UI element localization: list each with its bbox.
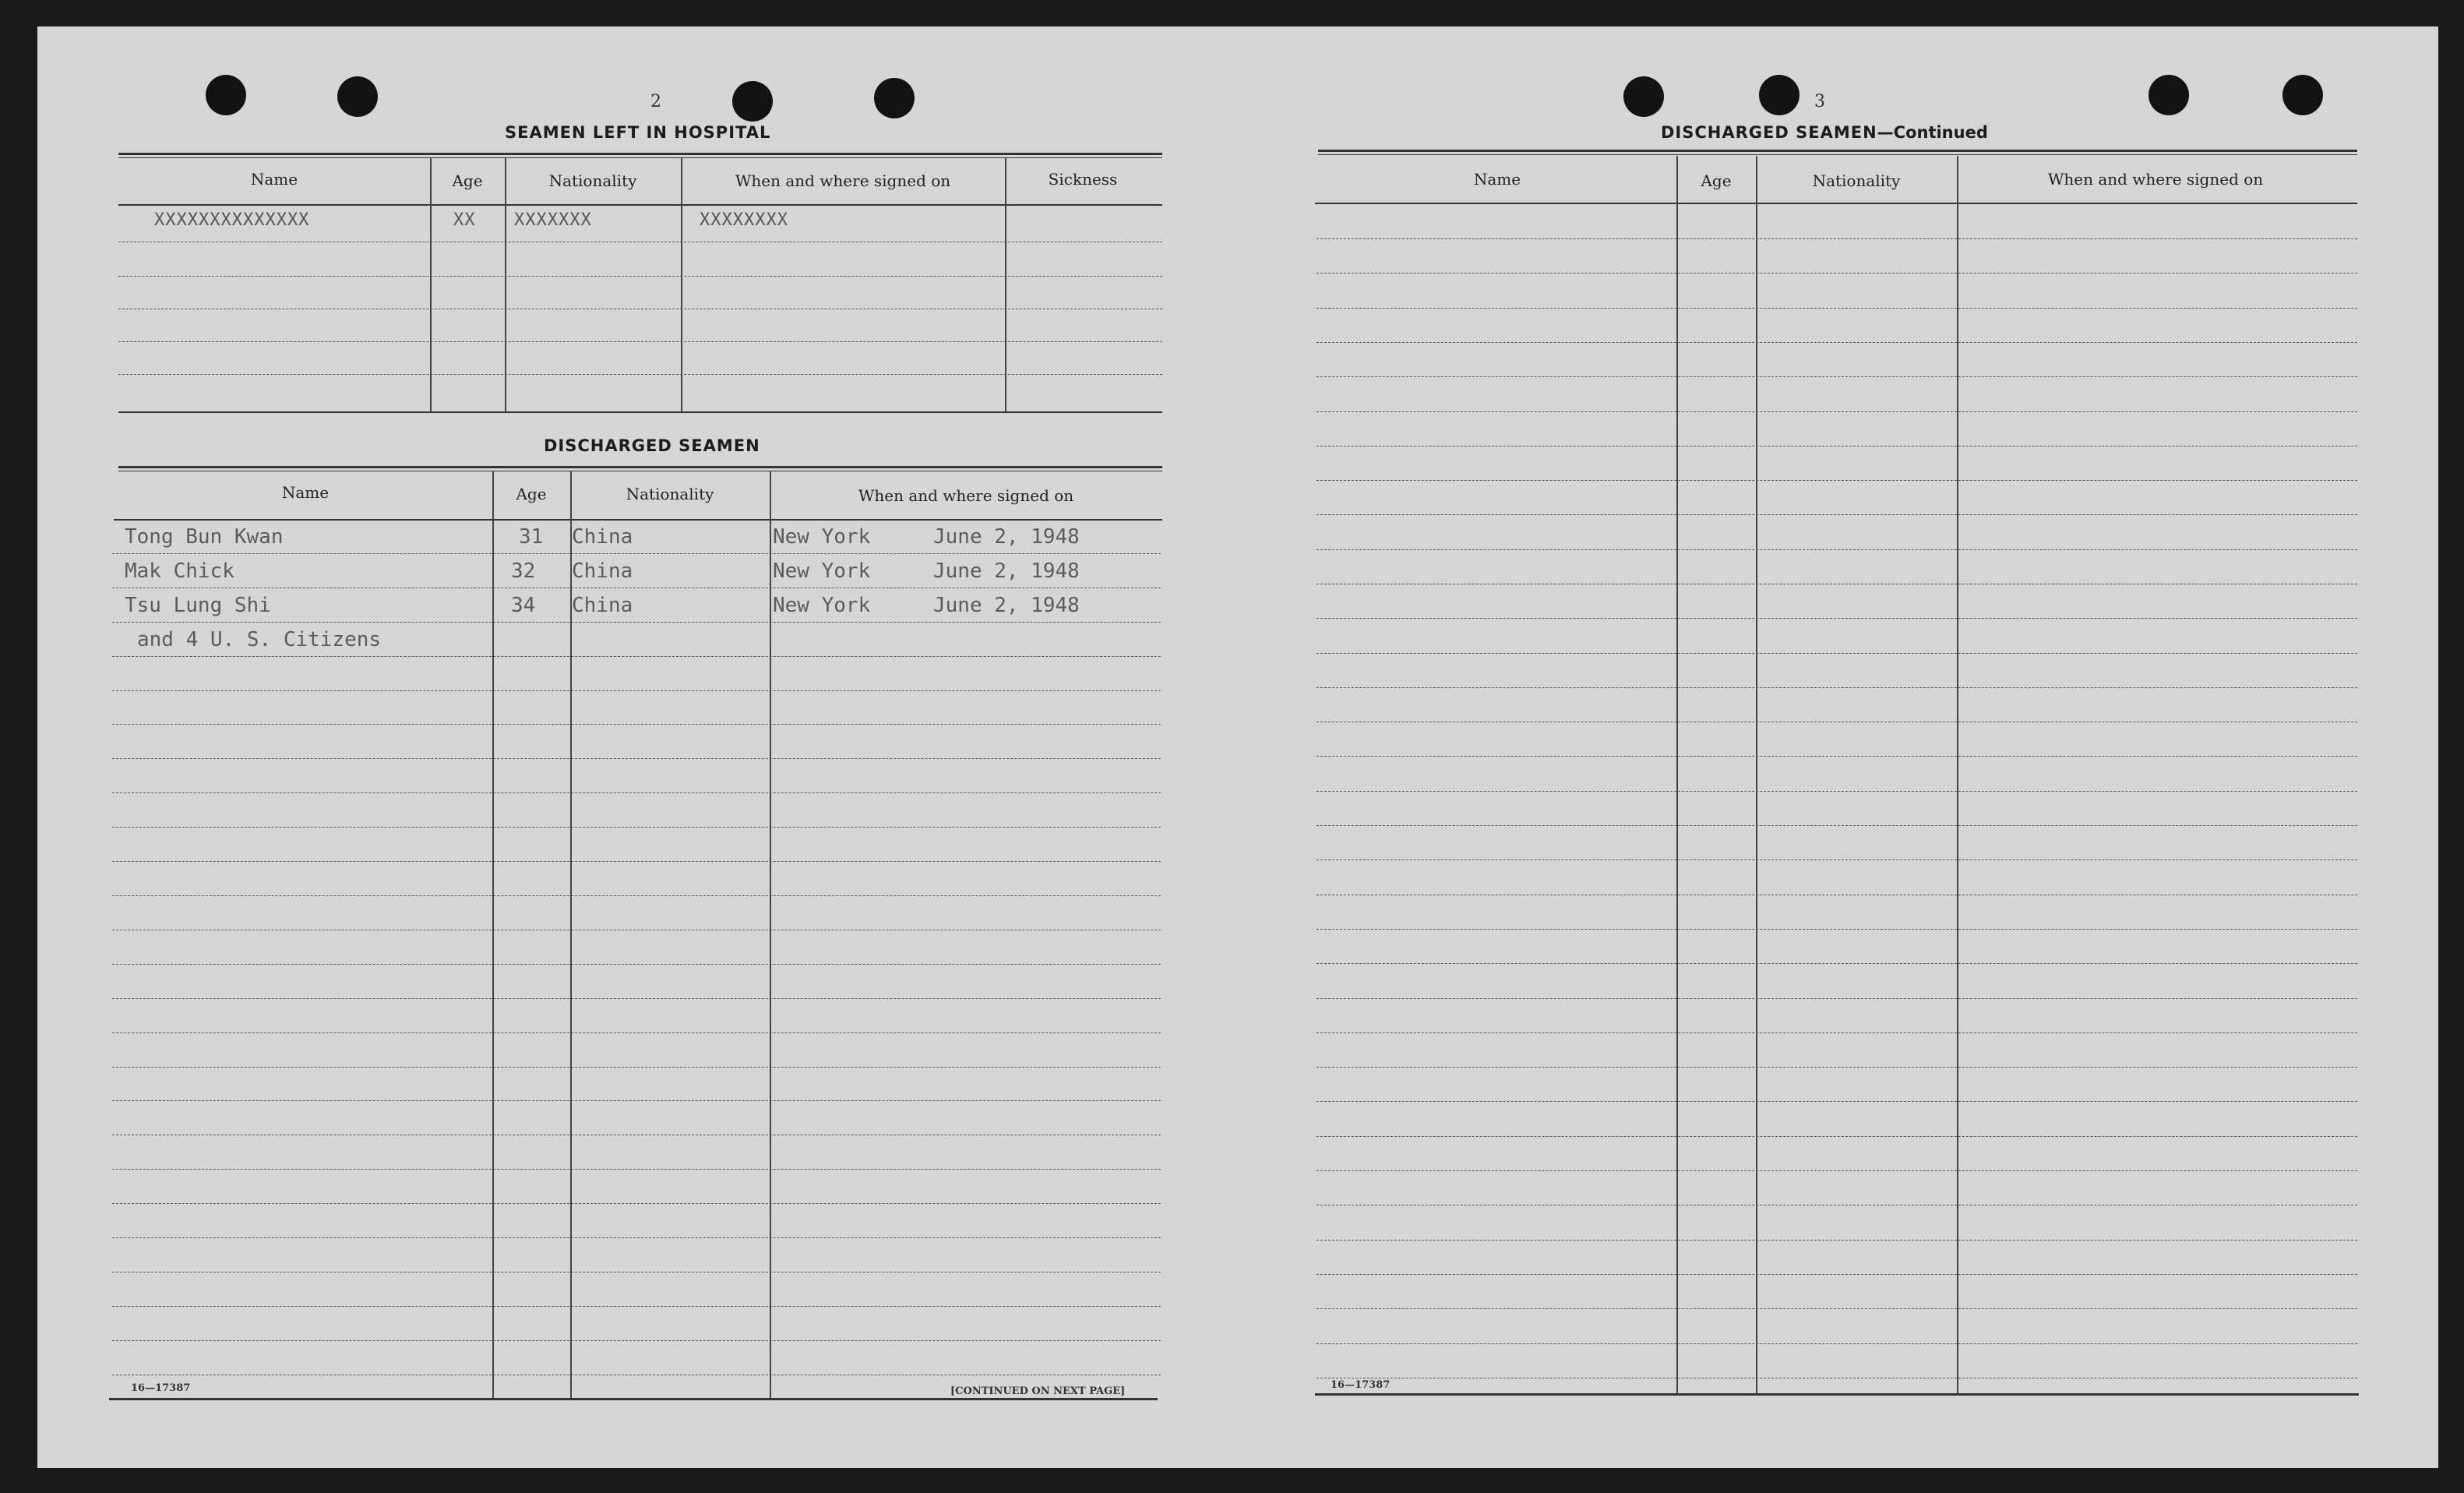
ledger-row-line — [112, 758, 1161, 759]
right-top-rule — [1318, 150, 2357, 155]
ledger-row-line — [112, 553, 1161, 554]
ledger-row-line — [1317, 1136, 2357, 1137]
seaman-age-3: 34 — [511, 594, 536, 617]
hospital-header-age: Age — [452, 171, 483, 190]
punch-hole — [1623, 76, 1664, 117]
hospital-header-signed-on: When and where signed on — [735, 171, 951, 190]
ledger-row-line — [1317, 480, 2357, 481]
right-header-signed-on: When and where signed on — [2047, 170, 2264, 189]
ledger-row-line — [1317, 1032, 2357, 1033]
ledger-row-line — [112, 964, 1161, 965]
right-header-rule — [1315, 203, 2357, 204]
hospital-struck-nationality: XXXXXXX — [514, 210, 592, 230]
ledger-row-line — [112, 1169, 1161, 1170]
discharged-header-nationality: Nationality — [626, 485, 714, 503]
ledger-row-line — [112, 690, 1161, 691]
seaman-age-2: 32 — [511, 559, 536, 583]
ledger-row-line — [1317, 963, 2357, 964]
page-number-right: 3 — [1814, 92, 1825, 111]
ledger-row-line — [112, 827, 1161, 828]
ledger-row-line — [1317, 1067, 2357, 1068]
ledger-row-line — [1317, 859, 2357, 860]
ledger-row-line — [1317, 376, 2357, 377]
seaman-age-1: 31 — [519, 525, 544, 549]
ledger-row-line — [1317, 238, 2357, 239]
seaman-name-3: Tsu Lung Shi — [125, 594, 271, 617]
ledger-row-line — [1317, 791, 2357, 792]
hospital-header-sickness: Sickness — [1048, 170, 1118, 189]
seaman-nationality-2: China — [572, 559, 633, 583]
punch-hole — [337, 76, 378, 117]
ledger-row-line — [112, 656, 1161, 657]
hospital-row-line — [118, 374, 1162, 375]
hospital-header-name: Name — [250, 170, 298, 189]
citizens-note: and 4 U. S. Citizens — [137, 628, 382, 651]
form-number-right: 16—17387 — [1331, 1379, 1391, 1391]
ledger-row-line — [1317, 342, 2357, 343]
seaman-place-1: New York — [773, 525, 871, 549]
discharged-header-age: Age — [516, 485, 547, 503]
ledger-row-line — [1317, 308, 2357, 309]
right-header-nationality: Nationality — [1812, 171, 1901, 190]
ledger-row-line — [112, 1203, 1161, 1204]
ledger-row-line — [1317, 756, 2357, 757]
continued-note: [CONTINUED ON NEXT PAGE] — [950, 1385, 1126, 1397]
right-title — [1661, 123, 1988, 142]
punch-hole — [1759, 75, 1800, 115]
hospital-struck-age: XX — [453, 210, 476, 230]
hospital-struck-signed-on: XXXXXXXX — [700, 210, 788, 230]
ledger-row-line — [112, 998, 1161, 999]
ledger-row-line — [112, 1067, 1161, 1068]
ledger-row-line — [112, 1237, 1161, 1238]
right-bottom-rule — [1315, 1393, 2359, 1396]
ledger-row-line — [1317, 1101, 2357, 1102]
form-number-left: 16—17387 — [131, 1382, 191, 1394]
right-header-age: Age — [1701, 171, 1732, 190]
ledger-row-line — [1317, 1274, 2357, 1275]
right-title-suffix: —Continued — [1877, 123, 1988, 142]
document-sheet — [37, 26, 2438, 1468]
discharged-bottom-rule — [109, 1398, 1158, 1400]
ledger-row-line — [1317, 1170, 2357, 1171]
punch-hole — [2149, 75, 2189, 115]
discharged-col-divider — [492, 471, 494, 1399]
ledger-row-line — [112, 1306, 1161, 1307]
ledger-row-line — [1317, 825, 2357, 826]
hospital-row-line — [118, 276, 1162, 277]
seaman-nationality-1: China — [572, 525, 633, 549]
punch-hole — [732, 81, 773, 122]
ledger-row-line — [1317, 549, 2357, 550]
ledger-row-line — [1317, 653, 2357, 654]
punch-hole — [206, 75, 246, 115]
discharged-title: DISCHARGED SEAMEN — [544, 436, 760, 455]
hospital-header-nationality: Nationality — [548, 171, 637, 190]
ledger-row-line — [1317, 929, 2357, 930]
discharged-header-rule — [114, 519, 1162, 521]
ledger-row-line — [112, 1340, 1161, 1341]
ledger-row-line — [1317, 411, 2357, 412]
punch-hole — [874, 78, 915, 118]
ledger-row-line — [112, 1032, 1161, 1033]
ledger-row-line — [1317, 1343, 2357, 1344]
ledger-row-line — [1317, 1240, 2357, 1241]
ledger-row-line — [112, 861, 1161, 862]
ledger-row-line — [1317, 1308, 2357, 1309]
ledger-row-line — [112, 724, 1161, 725]
hospital-row-line — [118, 341, 1162, 342]
punch-hole — [2282, 75, 2323, 115]
seaman-place-2: New York — [773, 559, 871, 583]
ledger-row-line — [1317, 618, 2357, 619]
discharged-header-name: Name — [281, 483, 330, 502]
right-header-name: Name — [1473, 170, 1521, 189]
hospital-bottom-rule — [118, 411, 1162, 413]
ledger-row-line — [1317, 687, 2357, 688]
seaman-nationality-3: China — [572, 594, 633, 617]
ledger-row-line — [1317, 514, 2357, 515]
page-number-left: 2 — [650, 92, 661, 111]
seaman-name-2: Mak Chick — [125, 559, 234, 583]
hospital-title: SEAMEN LEFT IN HOSPITAL — [505, 123, 771, 142]
seaman-place-3: New York — [773, 594, 871, 617]
seaman-date-2: June 2, 1948 — [933, 559, 1080, 583]
ledger-row-line — [112, 1100, 1161, 1101]
seaman-name-1: Tong Bun Kwan — [125, 525, 284, 549]
discharged-header-signed-on: When and where signed on — [858, 486, 1074, 505]
discharged-top-rule — [118, 466, 1162, 471]
seaman-date-3: June 2, 1948 — [933, 594, 1080, 617]
ledger-row-line — [1317, 998, 2357, 999]
discharged-col-divider — [770, 471, 771, 1399]
right-title-main: DISCHARGED SEAMEN — [1661, 123, 1877, 142]
ledger-row-line — [112, 792, 1161, 793]
ledger-row-line — [112, 895, 1161, 896]
hospital-struck-name: XXXXXXXXXXXXXX — [154, 210, 310, 230]
ledger-row-line — [1317, 273, 2357, 274]
seaman-date-1: June 2, 1948 — [933, 525, 1080, 549]
ledger-row-line — [112, 622, 1161, 623]
